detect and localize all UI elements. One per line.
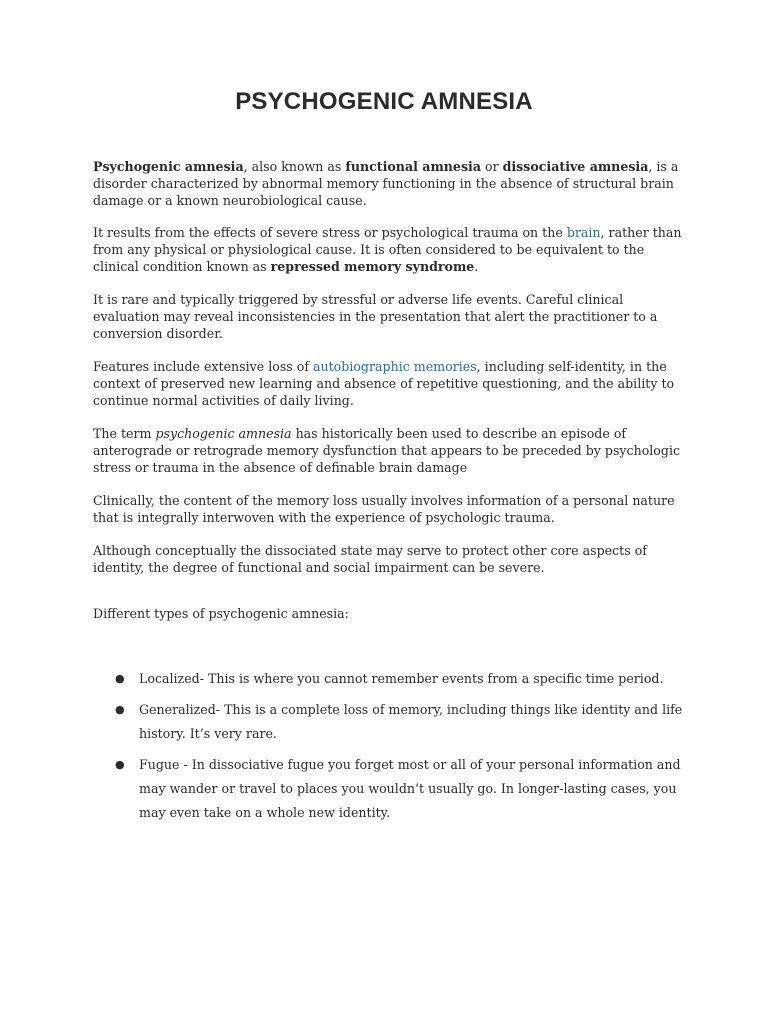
list-item (93, 753, 683, 825)
text-run: Features include extensive loss of (93, 359, 313, 374)
paragraph-term-history (93, 425, 683, 476)
page-title: PSYCHOGENIC AMNESIA (235, 88, 533, 115)
text-run: or (480, 159, 503, 174)
list-item-text: Generalized- This is a complete loss of memory, including things like identity and life history. It’s very rare. (139, 702, 683, 741)
term-dissociative-amnesia: dissociative amnesia (502, 159, 649, 174)
term-functional-amnesia: functional amnesia (345, 159, 481, 174)
document-body (93, 158, 683, 638)
paragraph-impairment: Although conceptually the dissociated state may serve to protect other core aspects of identity, the degree of functional and social impairment can be severe. (93, 543, 647, 575)
paragraph-clinical-content: Clinically, the content of the memory loss usually involves information of a personal nature that is integrally interwoven with the experience of psychologic trauma. (93, 493, 675, 525)
bullet-icon: ● (115, 758, 125, 771)
paragraph-triggers: It is rare and typically triggered by stressful or adverse life events. Careful clinical evaluation may reveal inconsistencies in the presentation that alert the practitioner to a conversion disorder. (93, 292, 658, 341)
link-brain[interactable]: brain (566, 225, 601, 240)
text-run: , including self-identity, in the context of preserved new learning and absence of repetitive questioning, and the ability to continue normal activities of daily living. (93, 359, 675, 408)
paragraph-definition (93, 158, 683, 209)
types-list (93, 667, 683, 832)
term-psychogenic-amnesia: Psychogenic amnesia (93, 159, 244, 174)
term-repressed-memory-syndrome: repressed memory syndrome (270, 259, 475, 274)
bullet-icon: ● (115, 672, 125, 685)
list-item-text: Localized- This is where you cannot remember events from a specific time period. (139, 671, 664, 686)
types-intro: Different types of psychogenic amnesia: (93, 606, 349, 621)
list-item (93, 667, 683, 691)
term-italic-psychogenic-amnesia: psychogenic amnesia (155, 426, 292, 441)
text-run: It results from the effects of severe stress or psychological trauma on the (93, 225, 567, 240)
text-run: , rather than from any physical or physiological cause. It is often considered to be equivalent to the clinical condition known as (93, 225, 682, 274)
paragraph-causes (93, 224, 683, 275)
paragraph-features (93, 358, 683, 409)
text-run: , is a disorder characterized by abnormal memory functioning in the absence of structural brain damage or a known neurobiological cause. (93, 159, 679, 208)
text-run: . (474, 259, 479, 274)
bullet-icon: ● (115, 703, 125, 716)
list-item (93, 698, 683, 746)
text-run: The term (93, 426, 156, 441)
list-item-text: Fugue - In dissociative fugue you forget most or all of your personal information and may wander or travel to places you wouldn’t usually go. In longer-lasting cases, you may even take on a whole new identity. (139, 757, 681, 820)
text-run: has historically been used to describe an episode of anterograde or retrograde memory dysfunction that appears to be preceded by psychologic stress or trauma in the absence of definable brain damage (93, 426, 681, 475)
link-autobiographic-memories[interactable]: autobiographic memories (313, 359, 477, 374)
text-run: , also known as (243, 159, 346, 174)
